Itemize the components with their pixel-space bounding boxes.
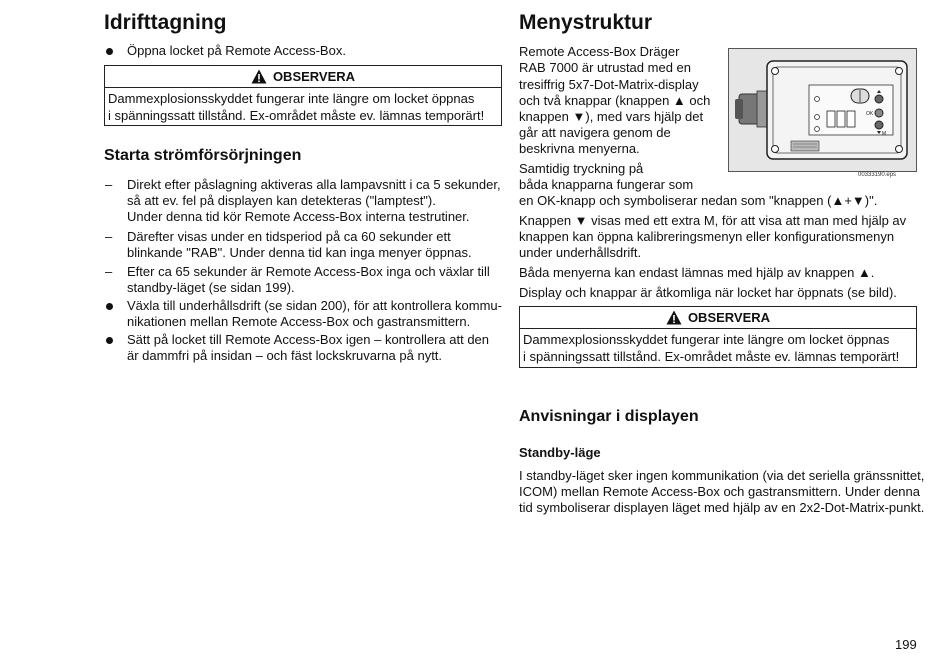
intro-bullet-text: Öppna locket på Remote Access-Box. xyxy=(127,43,346,58)
para-line: en OK-knapp och symboliserar nedan som "knappen (▲+▼)". xyxy=(519,193,878,208)
warning-box-right xyxy=(519,306,917,368)
warning-line: i spänningssatt tillstånd. Ex-området måste ev. lämnas temporärt! xyxy=(108,108,485,123)
list-item-line: Växla till underhållsdrift (se sidan 200), för att kontrollera kommu- xyxy=(127,298,502,313)
list-item-line: nikationen mellan Remote Access-Box och gastransmittern. xyxy=(127,314,471,329)
warning-line: Dammexplosionsskyddet fungerar inte längre om locket öppnas xyxy=(108,91,475,106)
list-item-line: Under denna tid kör Remote Access-Box interna testrutiner. xyxy=(127,209,470,224)
device-figure xyxy=(728,48,917,172)
warning-label: OBSERVERA xyxy=(687,310,771,325)
para-line: knappen kan öppna kalibreringsmenyn eller konfigurationsmenyn xyxy=(519,229,895,244)
para-line: beskrivna menyerna. xyxy=(519,141,640,156)
warning-line: i spänningssatt tillstånd. Ex-området måste ev. lämnas temporärt! xyxy=(523,349,900,364)
svg-text:M: M xyxy=(882,131,887,137)
list-item-line: Sätt på locket till Remote Access-Box igen – kontrollera att den xyxy=(127,332,490,347)
para-line: tid symboliserar displayen läget med hjälp av en 2x2-Dot-Matrix-punkt. xyxy=(519,500,925,515)
para-line: går att navigera genom de xyxy=(519,125,671,140)
list-item-line: Därefter visas under en tidsperiod på ca 60 sekunder ett xyxy=(127,229,451,244)
list-item-line: så att ev. fel på displayen kan detekteras ("lamptest"). xyxy=(127,193,436,208)
warning-label: OBSERVERA xyxy=(272,69,356,84)
figure-caption: 00333190.eps xyxy=(858,172,897,178)
para-line: RAB 7000 är utrustad med en xyxy=(519,60,691,75)
section-title-display: Anvisningar i displayen xyxy=(519,408,699,425)
list-item-line: Direkt efter påslagning aktiveras alla lampavsnitt i ca 5 sekunder, xyxy=(127,177,501,192)
para-line: tresiffrig 5x7-Dot-Matrix-display xyxy=(519,77,699,92)
para-line: under underhållsdrift. xyxy=(519,245,642,260)
remote-access-box-illustration xyxy=(729,49,916,171)
para-line: båda knapparna fungerar som xyxy=(519,177,694,192)
svg-text:OK: OK xyxy=(866,111,874,117)
para-line: och två knappar (knappen ▲ och xyxy=(519,93,711,108)
warning-header xyxy=(105,66,501,88)
list-item-line: standby-läget (se sidan 199). xyxy=(127,280,295,295)
warning-line: Dammexplosionsskyddet fungerar inte längre om locket öppnas xyxy=(523,332,890,347)
bullet-dot xyxy=(106,337,113,344)
para-line: ICOM) mellan Remote Access-Box och gastransmittern. Under denna xyxy=(519,484,921,499)
para-line: Knappen ▼ visas med ett extra M, för att visa att man med hjälp av xyxy=(519,213,907,228)
para-line: Samtidig tryckning på xyxy=(519,161,644,176)
warning-triangle-icon xyxy=(666,310,682,325)
warning-body xyxy=(105,88,501,126)
list-item-line: blinkande "RAB". Under denna tid kan inga menyer öppnas. xyxy=(127,245,472,260)
page-title-left: Idrifttagning xyxy=(104,11,227,34)
page-number: 199 xyxy=(895,637,917,652)
para-line: Remote Access-Box Dräger xyxy=(519,44,680,59)
warning-box-left xyxy=(104,65,502,126)
warning-triangle-icon xyxy=(251,69,267,84)
para-line: Display och knappar är åtkomliga när locket har öppnats (se bild). xyxy=(519,285,897,300)
para-line: Båda menyerna kan endast lämnas med hjälp av knappen ▲. xyxy=(519,265,875,280)
dash-marker: – xyxy=(105,229,113,244)
section-title-power: Starta strömförsörjningen xyxy=(104,147,302,164)
para-line: I standby-läget sker ingen kommunikation (via det seriella gränssnittet, xyxy=(519,468,925,483)
bullet-dot xyxy=(106,48,113,55)
page-title-right: Menystruktur xyxy=(519,11,653,34)
subsection-title-standby: Standby-läge xyxy=(519,445,601,460)
para-line: knappen ▼), med vars hjälp det xyxy=(519,109,704,124)
warning-body xyxy=(520,329,916,367)
list-item-line: Efter ca 65 sekunder är Remote Access-Box inga och växlar till xyxy=(127,264,490,279)
dash-marker: – xyxy=(105,264,113,279)
warning-header xyxy=(520,307,916,329)
bullet-dot xyxy=(106,303,113,310)
dash-marker: – xyxy=(105,177,113,192)
list-item-line: är dammfri på insidan – och fäst lockskruvarna på nytt. xyxy=(127,348,443,363)
